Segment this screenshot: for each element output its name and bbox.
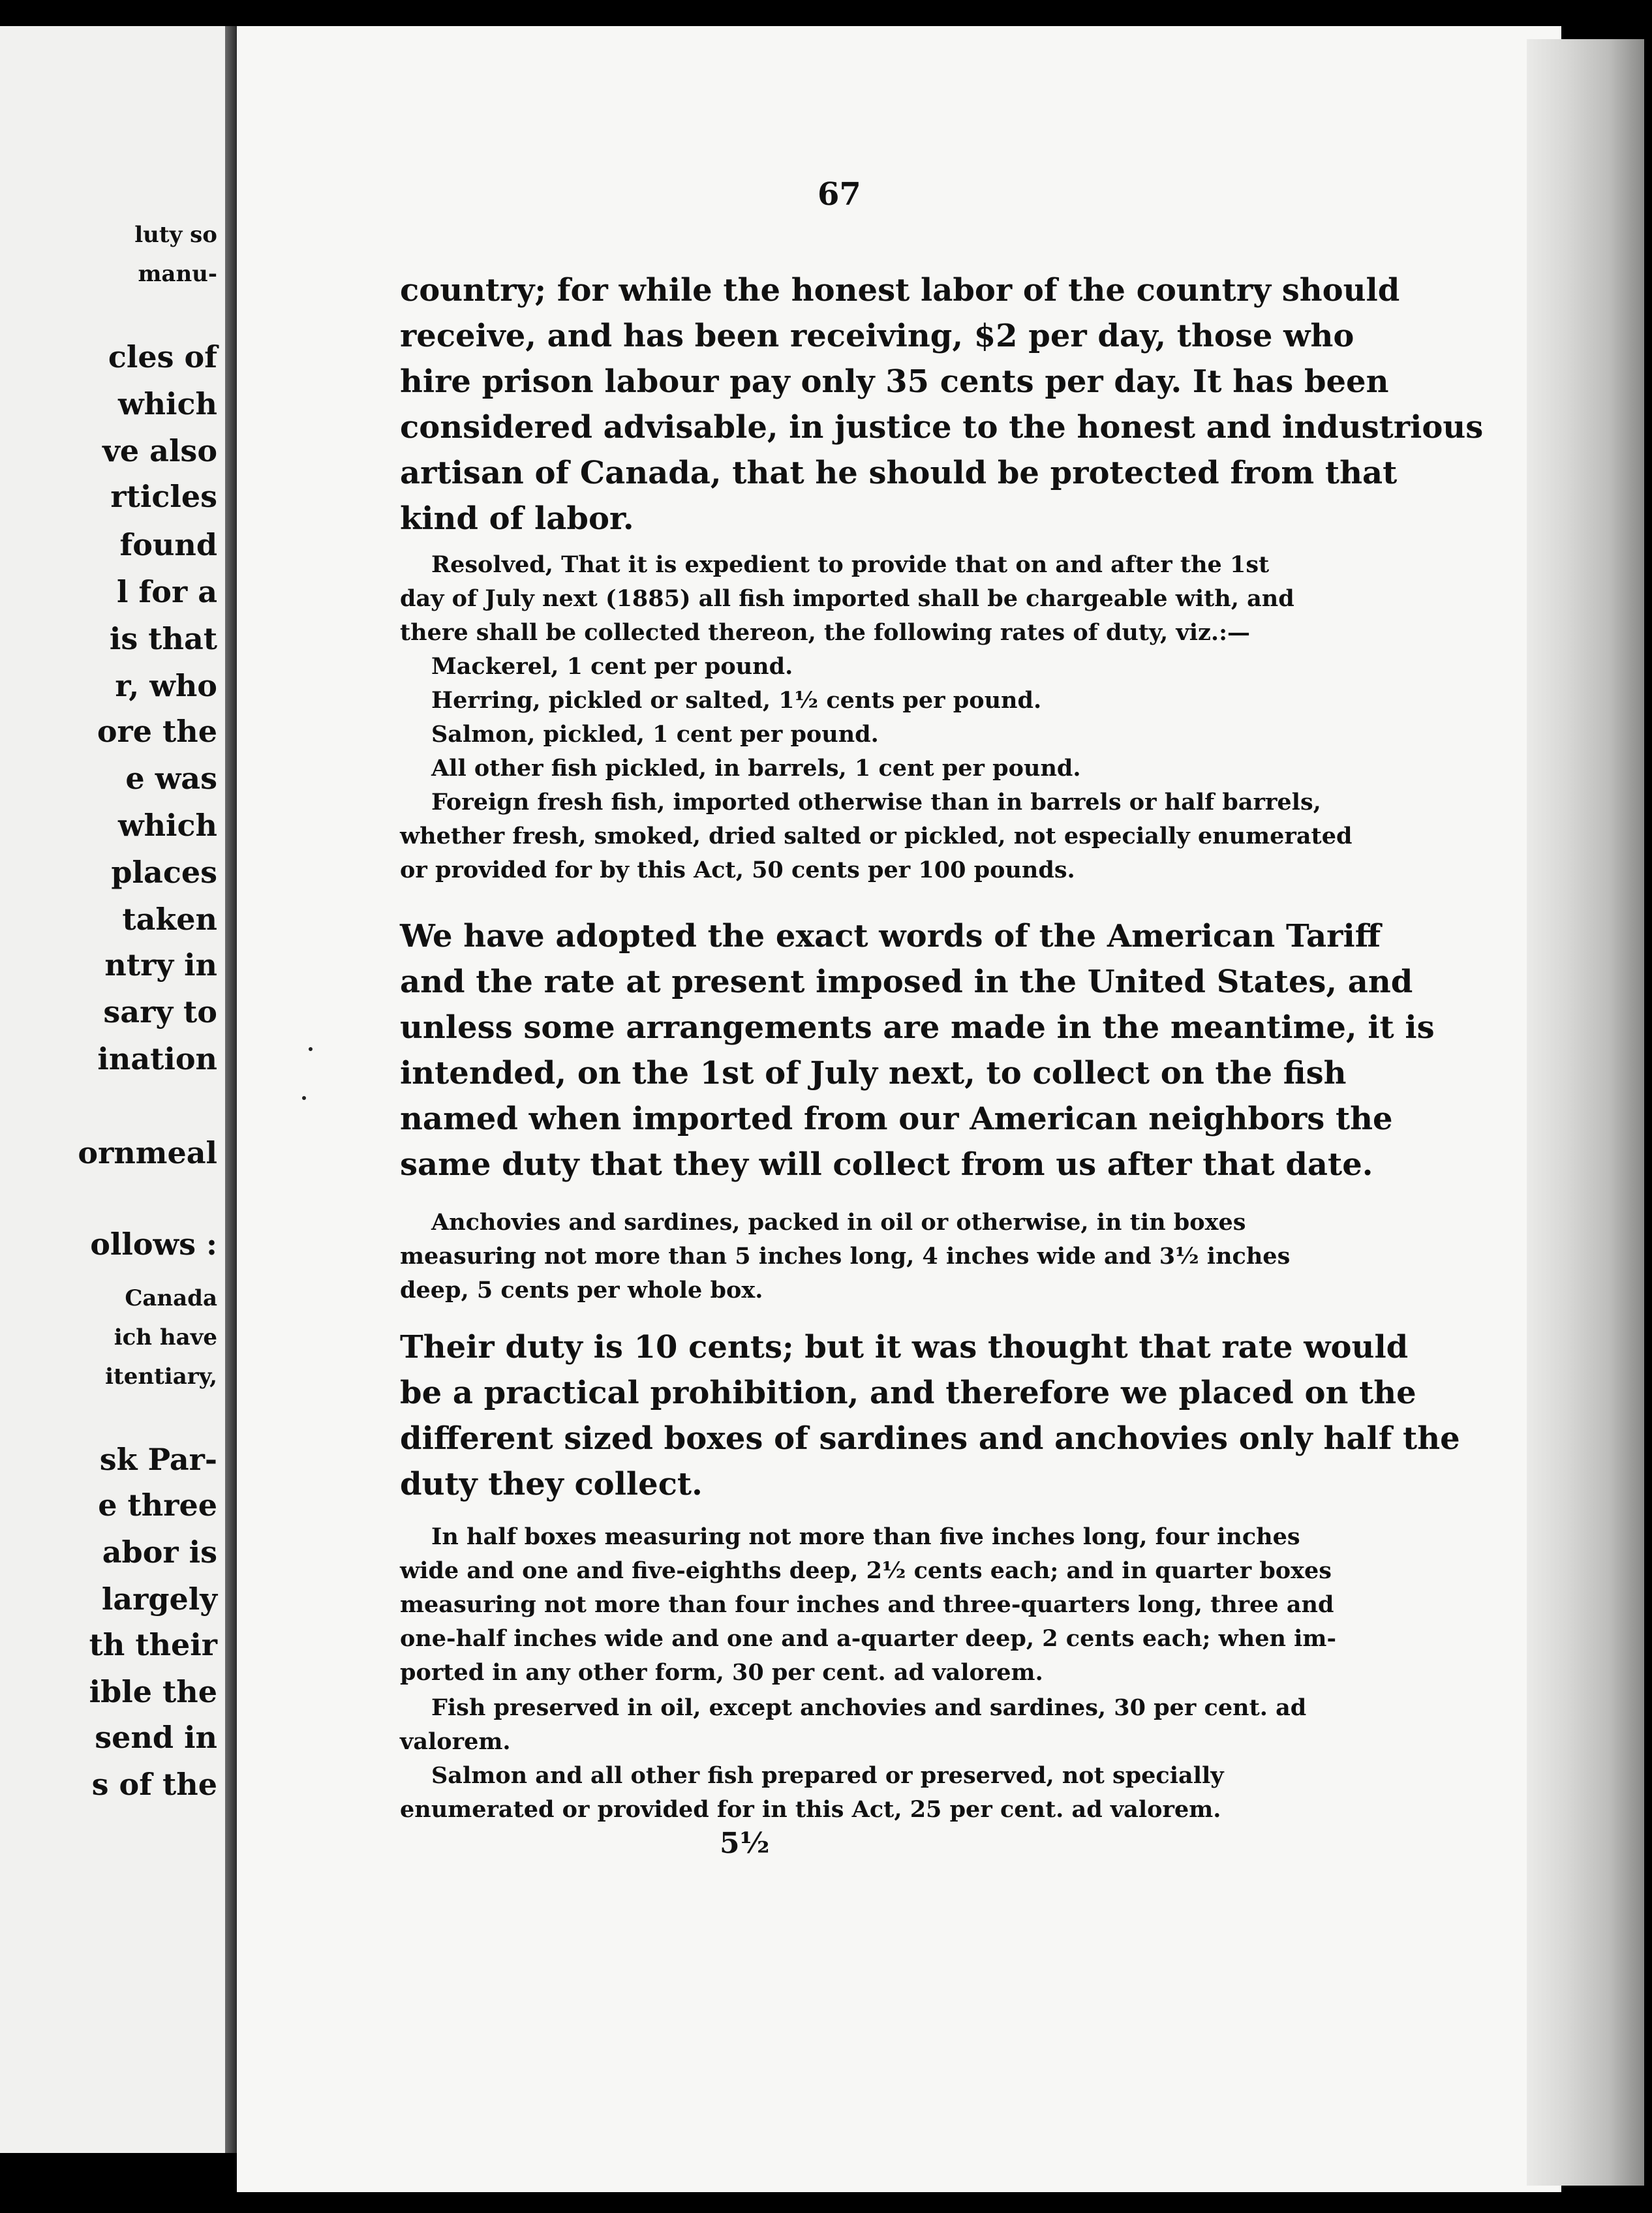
page-number: 67 [818,176,861,213]
left-page-text-fragment: th their [89,1627,217,1662]
text-line: Mackerel, 1 cent per pound. [431,653,793,680]
paragraph-american-tariff [400,913,1509,1187]
left-page-text-fragment: ornmeal [78,1135,217,1170]
right-page [237,26,1561,2192]
text-line: Anchovies and sardines, packed in oil or otherwise, in tin boxes [431,1209,1246,1236]
text-line: country; for while the honest labor of the country should [400,272,1400,309]
text-line: receive, and has been receiving, $2 per day, those who [400,318,1354,354]
signature-mark: 5½ [720,1827,770,1860]
text-line: whether fresh, smoked, dried salted or pickled, not especially enumerated [400,823,1353,849]
left-page-text-fragment: ve also [102,433,217,468]
text-line: day of July next (1885) all fish imported shall be chargeable with, and [400,585,1294,612]
text-line: hire prison labour pay only 35 cents per day. It has been [400,363,1389,400]
left-page-text-fragment: taken [122,902,217,937]
book-gutter [225,26,237,2153]
speck-mark [309,1047,313,1051]
left-page-text-fragment: which [118,386,217,421]
left-page-text-fragment: manu- [138,261,217,287]
speck-mark [302,1096,306,1100]
paragraph-prison-labour [400,267,1509,542]
left-page-text-fragment: r, who [115,668,217,703]
left-page-text-fragment: ore the [97,714,217,749]
text-line: duty they collect. [400,1466,703,1503]
left-page-text-fragment: ible the [89,1674,217,1709]
left-page-text-fragment: sary to [103,994,217,1030]
text-line: there shall be collected thereon, the following rates of duty, viz.:— [400,619,1250,646]
text-line: kind of labor. [400,500,634,537]
text-line: one-half inches wide and one and a-quarter deep, 2 cents each; when im- [400,1625,1336,1652]
text-line: Salmon and all other fish prepared or preserved, not specially [431,1762,1224,1789]
left-page-text-fragment: s of the [91,1767,217,1802]
salmon-other-clause [400,1759,1509,1827]
text-line: Fish preserved in oil, except anchovies and sardines, 30 per cent. ad [431,1694,1307,1721]
left-page-text-fragment: places [111,855,217,890]
left-page-text-fragment: l for a [116,574,217,609]
left-facing-page [0,26,225,2153]
text-line: same duty that they will collect from us after that date. [400,1146,1373,1183]
anchovies-clause [400,1206,1509,1307]
page-edge [1527,39,1644,2186]
left-page-text-fragment: which [118,808,217,843]
left-page-text-fragment: ntry in [104,947,217,983]
left-page-text-fragment: luty so [134,222,217,248]
text-line: Herring, pickled or salted, 1½ cents per pound. [431,687,1042,714]
left-page-text-fragment: send in [95,1720,217,1755]
text-line: Resolved, That it is expedient to provide that on and after the 1st [431,551,1270,578]
left-page-text-fragment: ination [97,1041,217,1076]
text-line: named when imported from our American neighbors the [400,1101,1393,1137]
left-page-text-fragment: largely [101,1581,217,1617]
left-page-text-fragment: is that [109,621,217,656]
text-line: All other fish pickled, in barrels, 1 cent per pound. [431,755,1081,782]
left-page-text-fragment: cles of [108,339,217,374]
text-line: Salmon, pickled, 1 cent per pound. [431,721,879,748]
foreign-fish-clause [400,786,1509,887]
left-page-text-fragment: found [119,527,217,562]
left-page-text-fragment: Canada [125,1285,217,1311]
text-line: Foreign fresh fish, imported otherwise than in barrels or half barrels, [431,789,1321,816]
left-page-text-fragment: ollows : [90,1227,217,1262]
text-line: unless some arrangements are made in the meantime, it is [400,1009,1435,1046]
duty-schedule [400,650,1509,786]
text-line: be a practical prohibition, and therefore we placed on the [400,1375,1416,1411]
left-page-text-fragment: e was [125,761,217,796]
left-page-text-fragment: e three [98,1488,217,1523]
half-boxes-clause [400,1520,1509,1690]
text-line: ported in any other form, 30 per cent. ad valorem. [400,1659,1043,1686]
text-line: deep, 5 cents per whole box. [400,1277,763,1304]
text-line: valorem. [400,1728,511,1755]
text-line: Their duty is 10 cents; but it was thought that rate would [400,1329,1409,1366]
text-line: different sized boxes of sardines and anchovies only half the [400,1420,1460,1457]
text-line: or provided for by this Act, 50 cents per 100 pounds. [400,857,1075,883]
text-line: enumerated or provided for in this Act, 25 per cent. ad valorem. [400,1796,1221,1823]
left-page-text-fragment: itentiary, [105,1364,217,1390]
text-line: intended, on the 1st of July next, to collect on the fish [400,1055,1347,1091]
text-line: artisan of Canada, that he should be protected from that [400,455,1398,491]
text-line: considered advisable, in justice to the honest and industrious [400,409,1484,446]
text-line: measuring not more than 5 inches long, 4 inches wide and 3½ inches [400,1243,1291,1270]
fish-oil-clause [400,1691,1509,1759]
text-line: We have adopted the exact words of the American Tariff [400,918,1381,954]
left-page-text-fragment: rticles [110,479,217,514]
left-page-text-fragment: abor is [102,1534,217,1570]
text-line: and the rate at present imposed in the United States, and [400,964,1413,1000]
resolution-text [400,548,1509,650]
text-line: wide and one and five-eighths deep, 2½ cents each; and in quarter boxes [400,1557,1332,1584]
paragraph-sardine-duty [400,1324,1509,1507]
left-page-text-fragment: ich have [114,1324,217,1351]
left-page-text-fragment: sk Par- [99,1442,217,1477]
text-line: In half boxes measuring not more than five inches long, four inches [431,1523,1300,1550]
text-line: measuring not more than four inches and three-quarters long, three and [400,1591,1334,1618]
